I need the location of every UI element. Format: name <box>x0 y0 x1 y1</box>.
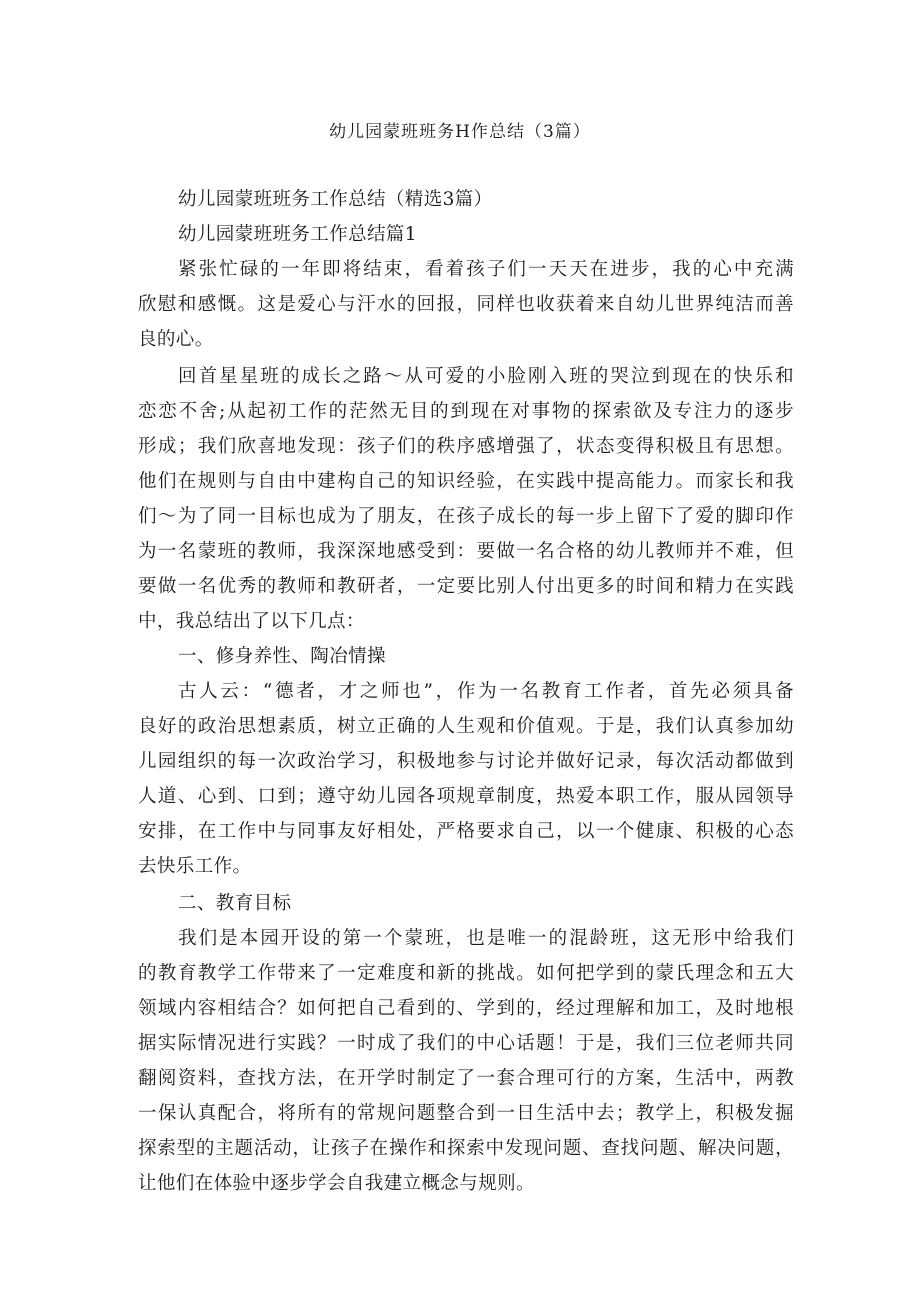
text-line: 安排，在工作中与同事友好相处，严格要求自己，以一个健康、积极的心态 <box>138 821 794 842</box>
section-heading: 幼儿园蒙班班务工作总结篇1 <box>178 224 417 245</box>
text-line: 探索型的主题活动，让孩子在操作和探索中发现问题、查找问题、解决问题， <box>138 1138 794 1159</box>
section-heading: 二、教育目标 <box>178 893 292 914</box>
text-line: 紧张忙碌的一年即将结束，看着孩子们一天天在进步，我的心中充满 <box>178 259 794 280</box>
section-heading: 一、修身养性、陶冶情操 <box>178 646 386 667</box>
text-line: 去快乐工作。 <box>138 856 252 877</box>
text-line: 良的心。 <box>138 329 214 350</box>
text-line: 们～为了同一目标也成为了朋友，在孩子成长的每一步上留下了爱的脚印作 <box>138 506 794 527</box>
text-line: 的教育教学工作带来了一定难度和新的挑战。如何把学到的蒙氏理念和五大 <box>138 963 794 984</box>
text-line: 他们在规则与自由中建构自己的知识经验，在实践中提高能力。而家长和我 <box>138 471 794 492</box>
text-line: 据实际情况进行实践？一时成了我们的中心话题！于是，我们三位老师共同 <box>138 1033 794 1054</box>
document-body <box>138 182 794 1201</box>
text-line: 让他们在体验中逐步学会自我建立概念与规则。 <box>138 1173 535 1194</box>
text-line: 一保认真配合，将所有的常规问题整合到一日生活中去；教学上，积极发掘 <box>138 1103 794 1124</box>
text-line: 要做一名优秀的教师和教研者，一定要比别人付出更多的时间和精力在实践 <box>138 576 794 597</box>
text-line: 我们是本园开设的第一个蒙班，也是唯一的混龄班，这无形中给我们 <box>178 928 794 949</box>
text-line: 人道、心到、口到；遵守幼儿园各项规章制度，热爱本职工作，服从园领导 <box>138 786 794 807</box>
text-line: 儿园组织的每一次政治学习，积极地参与讨论并做好记录，每次活动都做到 <box>138 751 794 772</box>
text-line: 形成；我们欣喜地发现：孩子们的秩序感增强了，状态变得积极且有思想。 <box>138 436 794 457</box>
text-line: 古人云：“德者，才之师也”，作为一名教育工作者，首先必须具备 <box>178 681 794 702</box>
text-line: 欣慰和感慨。这是爱心与汗水的回报，同样也收获着来自幼儿世界纯洁而善 <box>138 294 794 315</box>
text-line: 翻阅资料，查找方法，在开学时制定了一套合理可行的方案，生活中，两教 <box>138 1068 794 1089</box>
text-line: 回首星星班的成长之路～从可爱的小脸刚入班的哭泣到现在的快乐和 <box>178 366 794 387</box>
text-line: 领域内容相结合？如何把自己看到的、学到的，经过理解和加工，及时地根 <box>138 998 794 1019</box>
text-line: 恋恋不舍;从起初工作的茫然无目的到现在对事物的探索欲及专注力的逐步 <box>138 401 794 422</box>
document-title: 幼儿园蒙班班务H作总结（3篇） <box>329 122 591 142</box>
text-line: 良好的政治思想素质，树立正确的人生观和价值观。于是，我们认真参加幼 <box>138 716 794 737</box>
text-line: 中，我总结出了以下几点： <box>138 611 365 632</box>
subtitle-line: 幼儿园蒙班班务工作总结（精选3篇） <box>178 189 493 210</box>
text-line: 为一名蒙班的教师，我深深地感受到：要做一名合格的幼儿教师并不难，但 <box>138 541 794 562</box>
